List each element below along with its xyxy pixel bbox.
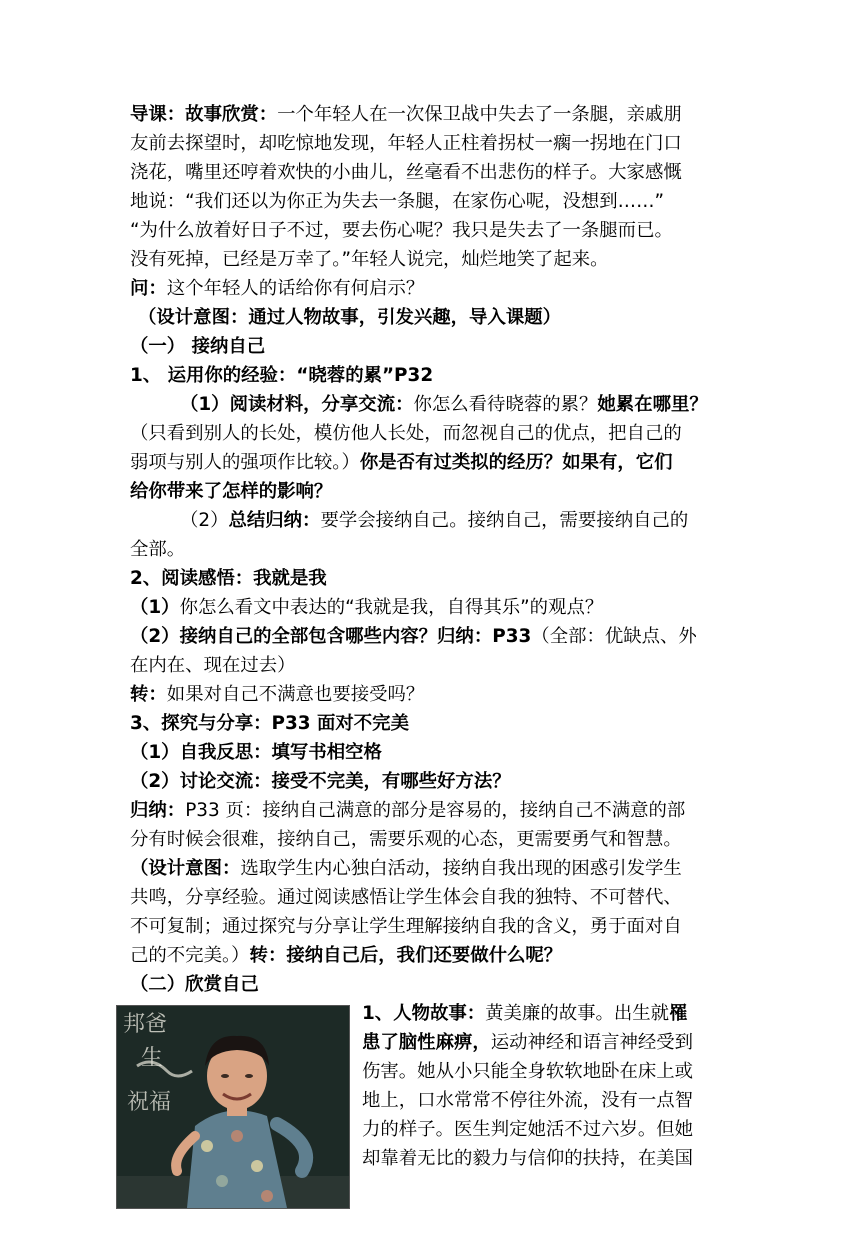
story-line-3: 伤害。她从小只能全身软软地卧在床上或 <box>362 1061 694 1082</box>
item2-q2: （2）接纳自己的全部包含哪些内容？归纳：P33（全部：优缺点、外 <box>130 626 697 647</box>
intro-line-5: “为什么放着好日子不过，要去伤心呢？我只是失去了一条腿而已。 <box>130 220 673 241</box>
story-line-6: 却靠着无比的毅力与信仰的扶持，在美国 <box>362 1148 694 1169</box>
intro-label: 导课：故事欣赏： <box>130 104 278 125</box>
item1-p1-line4: 给你带来了怎样的影响？ <box>130 481 333 502</box>
document-body <box>123 100 730 1234</box>
intro-line-1: 导课：故事欣赏：一个年轻人在一次保卫战中失去了一条腿，亲戚朋 <box>130 104 682 125</box>
item3-design-1: （设计意图：选取学生内心独白活动，接纳自我出现的困惑引发学生 <box>130 858 682 879</box>
story-text <box>362 999 732 1173</box>
item2-q2-line2: 在内在、现在过去） <box>130 655 296 676</box>
story-with-photo <box>123 999 730 1234</box>
intro-line-3: 浇花，嘴里还哼着欢快的小曲儿，丝毫看不出悲伤的样子。大家感慨 <box>130 162 682 183</box>
item1-p1-line1: （1）阅读材料，分享交流：你怎么看待晓蓉的累？她累在哪里？ <box>180 394 708 415</box>
intro-line-2: 友前去探望时，却吃惊地发现，年轻人正柱着拐杖一瘸一拐地在门口 <box>130 133 682 154</box>
chalk-word-2: 生 <box>141 1046 164 1071</box>
intro-line-6: 没有死掉，已经是万幸了。”年轻人说完，灿烂地笑了起来。 <box>130 249 609 270</box>
chalk-word-1: 邦爸 <box>123 1012 168 1037</box>
story-photo <box>116 1005 350 1209</box>
item3-title: 3、探究与分享：P33 面对不完美 <box>130 713 409 734</box>
section-heading-1: （一） 接纳自己 <box>130 336 266 357</box>
item3-summary-1: 归纳：P33 页：接纳自己满意的部分是容易的，接纳自己不满意的部 <box>130 800 686 821</box>
intro-line-4: 地说：“我们还以为你正为失去一条腿，在家伤心呢，没想到……” <box>130 191 664 212</box>
item1-p2-line2: 全部。 <box>130 539 186 560</box>
item3-design-4: 己的不完美。）转：接纳自己后，我们还要做什么呢？ <box>130 945 563 966</box>
item3-step2: （2）讨论交流：接受不完美，有哪些好方法？ <box>130 771 511 792</box>
item1-p1-line2: （只看到别人的长处，模仿他人长处，而忽视自己的优点，把自己的 <box>130 423 682 444</box>
item2-title: 2、阅读感悟：我就是我 <box>130 568 327 589</box>
story-line-1: 1、人物故事：黄美廉的故事。出生就罹 <box>362 1003 688 1024</box>
item2-q1: （1）你怎么看文中表达的“我就是我，自得其乐”的观点？ <box>130 597 604 618</box>
story-line-4: 地上，口水常常不停往外流，没有一点智 <box>362 1090 694 1111</box>
item3-design-3: 不可复制；通过探究与分享让学生理解接纳自我的含义，勇于面对自 <box>130 916 682 937</box>
item1-p1-line3: 弱项与别人的强项作比较。）你是否有过类拟的经历？如果有，它们 <box>130 452 673 473</box>
design-intent-1: （设计意图：通过人物故事，引发兴趣，导入课题） <box>138 307 561 328</box>
story-line-2: 患了脑性麻痹，运动神经和语言神经受到 <box>362 1032 694 1053</box>
item3-design-2: 共鸣，分享经验。通过阅读感悟让学生体会自我的独特、不可替代、 <box>130 887 682 908</box>
question-line: 问：这个年轻人的话给你有何启示？ <box>130 278 425 299</box>
item2-turn: 转：如果对自己不满意也要接受吗？ <box>130 684 425 705</box>
chalk-word-3: 祝福 <box>127 1090 172 1115</box>
item1-title: 1、 运用你的经验：“晓蓉的累”P32 <box>130 365 434 386</box>
section-heading-2: （二）欣赏自己 <box>130 974 259 995</box>
story-line-5: 力的样子。医生判定她活不过六岁。但她 <box>362 1119 694 1140</box>
item3-step1: （1）自我反思：填写书相空格 <box>130 742 382 763</box>
item1-p2-line1: （2）总结归纳：要学会接纳自己。接纳自己，需要接纳自己的 <box>180 510 689 531</box>
item3-summary-2: 分有时候会很难，接纳自己，需要乐观的心态，更需要勇气和智慧。 <box>130 829 682 850</box>
